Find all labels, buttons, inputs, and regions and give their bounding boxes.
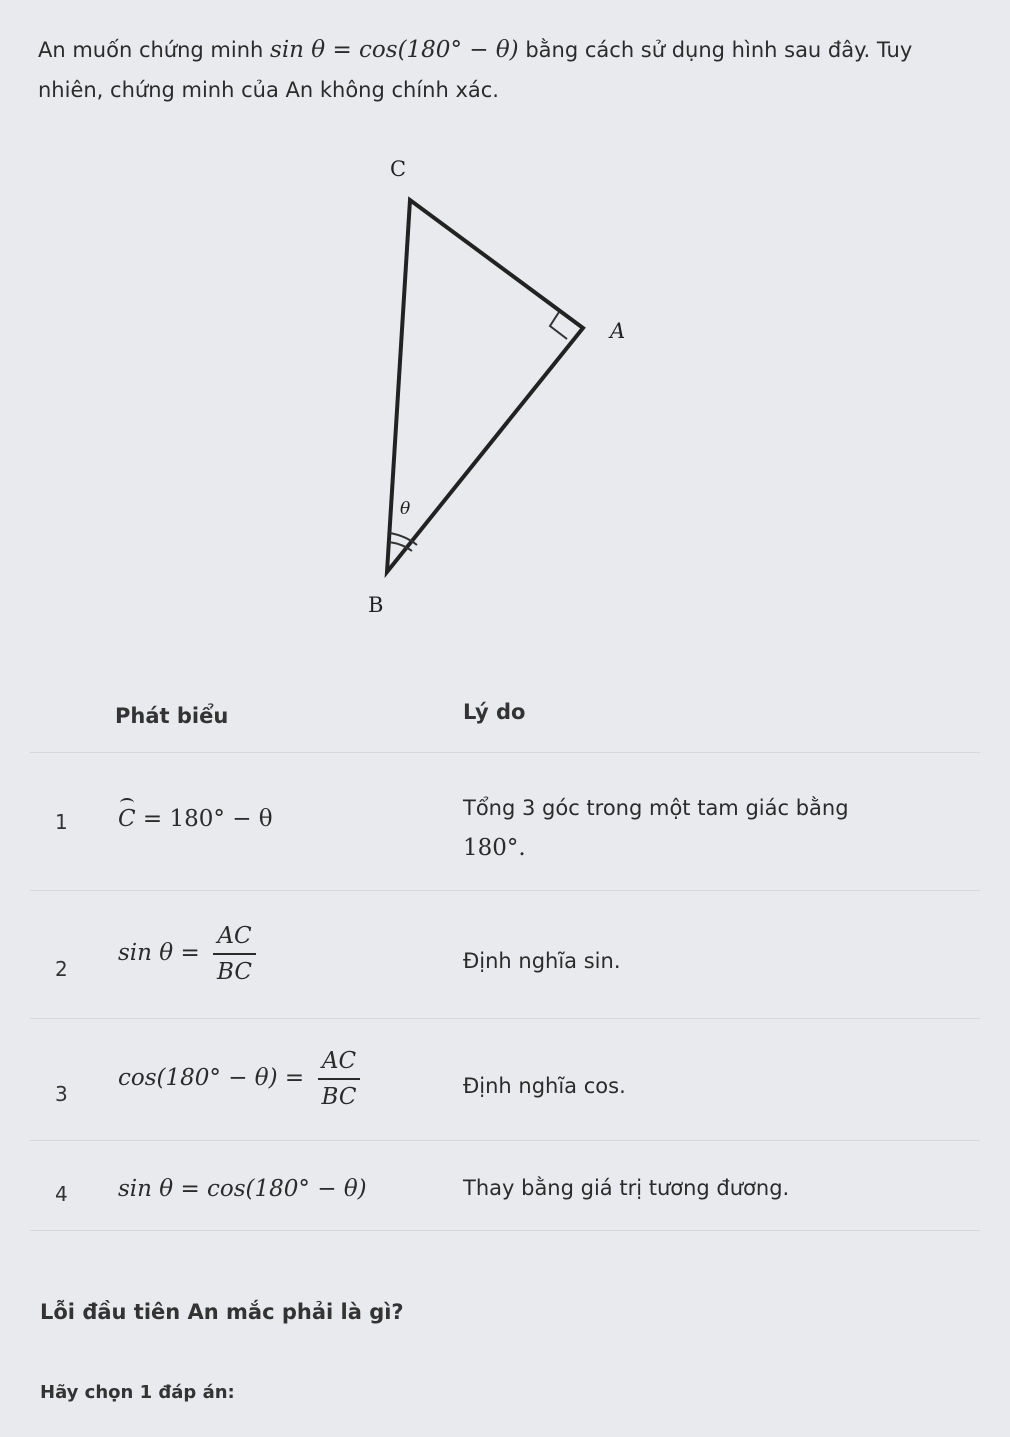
row-statement <box>118 806 273 832</box>
divider <box>30 1018 980 1019</box>
row-number: 2 <box>55 957 68 981</box>
statement-left: sin θ = <box>118 940 208 966</box>
divider <box>30 752 980 753</box>
vertex-label-c: C <box>390 157 407 181</box>
row-number: 4 <box>55 1182 68 1206</box>
reason-text: Tổng 3 góc trong một tam giác bằng <box>463 796 849 820</box>
row-reason: Thay bằng giá trị tương đương. <box>463 1176 790 1200</box>
question-text: Lỗi đầu tiên An mắc phải là gì? <box>40 1300 404 1324</box>
fraction-numerator: AC <box>318 1048 360 1080</box>
angle-c-hat: C <box>118 806 136 832</box>
fraction-denominator: BC <box>217 959 252 985</box>
divider <box>30 1140 980 1141</box>
problem-intro <box>38 30 938 110</box>
fraction <box>213 923 256 985</box>
triangle-abc <box>387 200 583 572</box>
divider <box>30 1230 980 1231</box>
fraction-numerator: AC <box>213 923 255 955</box>
fraction-denominator: BC <box>321 1084 357 1110</box>
row-statement <box>118 1048 360 1110</box>
choose-answer-prompt: Hãy chọn 1 đáp án: <box>40 1382 235 1403</box>
intro-text-before: An muốn chứng minh <box>38 38 271 62</box>
intro-formula: sin θ = cos(180° − θ) <box>270 37 519 63</box>
vertex-label-b: B <box>368 593 384 617</box>
intro-text-after: bằng cách sử dụng hình sau đây. Tuy nhiên, chứng minh của An không chính xác. <box>38 38 913 102</box>
reason-math: 180°. <box>463 835 526 861</box>
column-header-reason: Lý do <box>463 700 526 724</box>
row-reason <box>463 788 923 868</box>
column-header-statement: Phát biểu <box>115 704 229 728</box>
statement-rest: = 180° − θ <box>135 806 273 832</box>
row-statement: sin θ = cos(180° − θ) <box>118 1176 367 1202</box>
triangle-figure <box>0 140 1010 640</box>
row-number: 1 <box>55 810 68 834</box>
row-statement <box>118 923 256 985</box>
row-reason: Định nghĩa sin. <box>463 949 621 973</box>
fraction <box>318 1048 361 1110</box>
row-number: 3 <box>55 1082 68 1106</box>
vertex-label-a: A <box>610 319 626 343</box>
angle-label-theta: θ <box>400 499 411 519</box>
divider <box>30 890 980 891</box>
row-reason: Định nghĩa cos. <box>463 1074 626 1098</box>
statement-left: cos(180° − θ) = <box>118 1065 312 1091</box>
